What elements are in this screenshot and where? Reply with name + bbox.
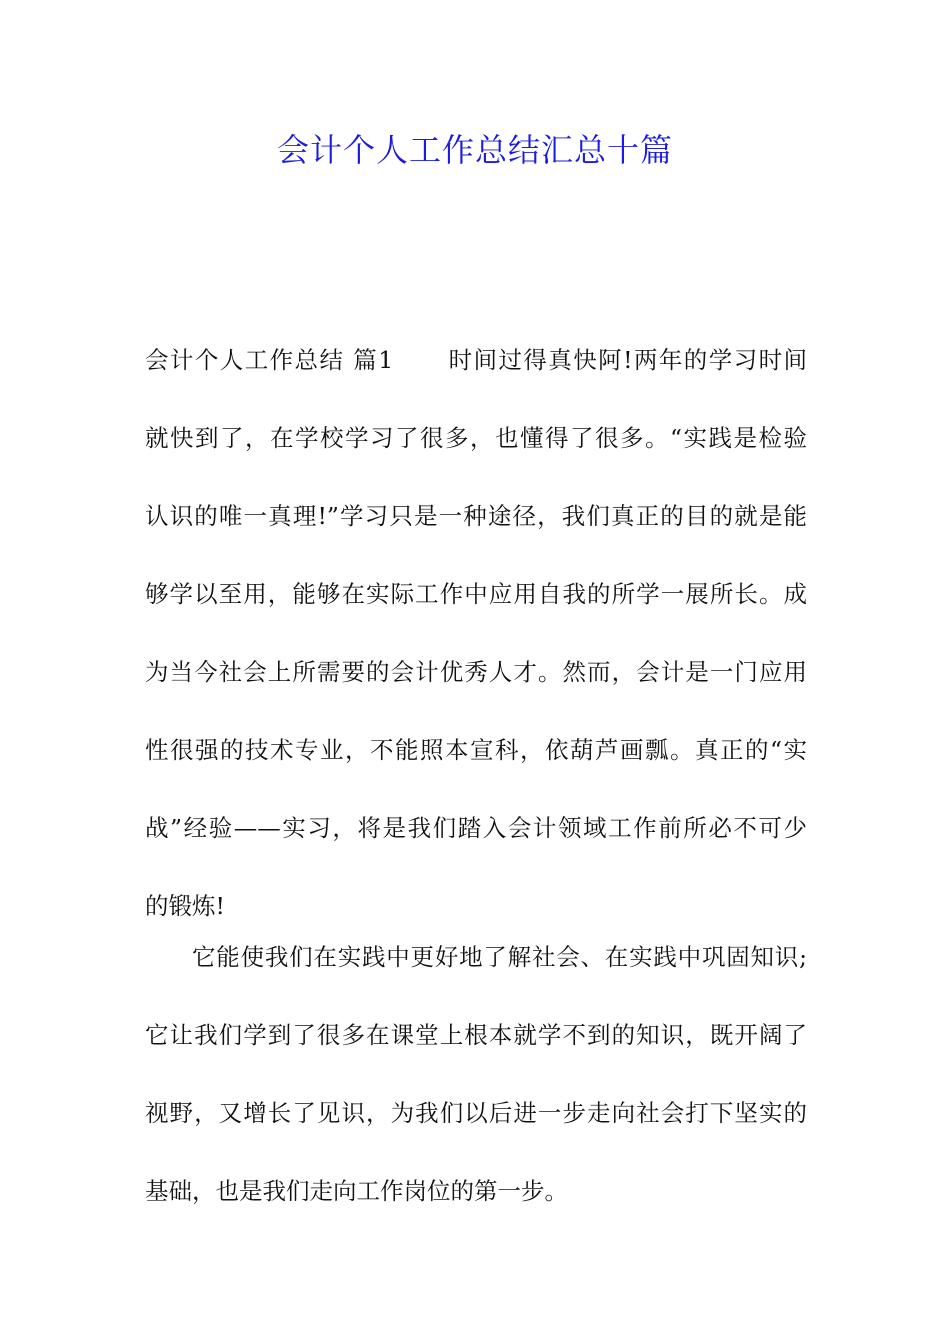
document-title: 会计个人工作总结汇总十篇 [276,131,673,169]
paragraph-2-line-1: 它能使我们在实践中更好地了解社会、在实践中巩固知识; [192,943,807,971]
paragraph-2-line-2: 它让我们学到了很多在课堂上根本就学不到的知识，既开阔了 [145,1021,807,1049]
paragraph-1-line-6: 性很强的技术专业，不能照本宣科，依葫芦画瓢。真正的“实 [145,736,807,764]
paragraph-1-line-4: 够学以至用，能够在实际工作中应用自我的所学一展所长。成 [145,580,807,608]
paragraph-1-line-2: 就快到了，在学校学习了很多，也懂得了很多。“实践是检验 [145,424,807,452]
paragraph-2-line-3: 视野，又增长了见识，为我们以后进一步走向社会打下坚实的 [145,1099,807,1127]
paragraph-1-line-5: 为当今社会上所需要的会计优秀人才。然而，会计是一门应用 [145,658,807,686]
paragraph-1-line-7: 战”经验——实习，将是我们踏入会计领域工作前所必不可少 [145,814,807,842]
paragraph-1-line-8: 的锻炼! [145,892,225,920]
paragraph-1-line-1 [145,345,807,375]
paragraph-2-line-4: 基础，也是我们走向工作岗位的第一步。 [145,1177,568,1205]
paragraph-1-line-3: 认识的唯一真理!”学习只是一种途径，我们真正的目的就是能 [145,502,807,530]
section-heading: 会计个人工作总结 篇1 [145,346,394,374]
paragraph-1-line-1-text: 时间过得真快阿!两年的学习时间 [447,346,807,374]
